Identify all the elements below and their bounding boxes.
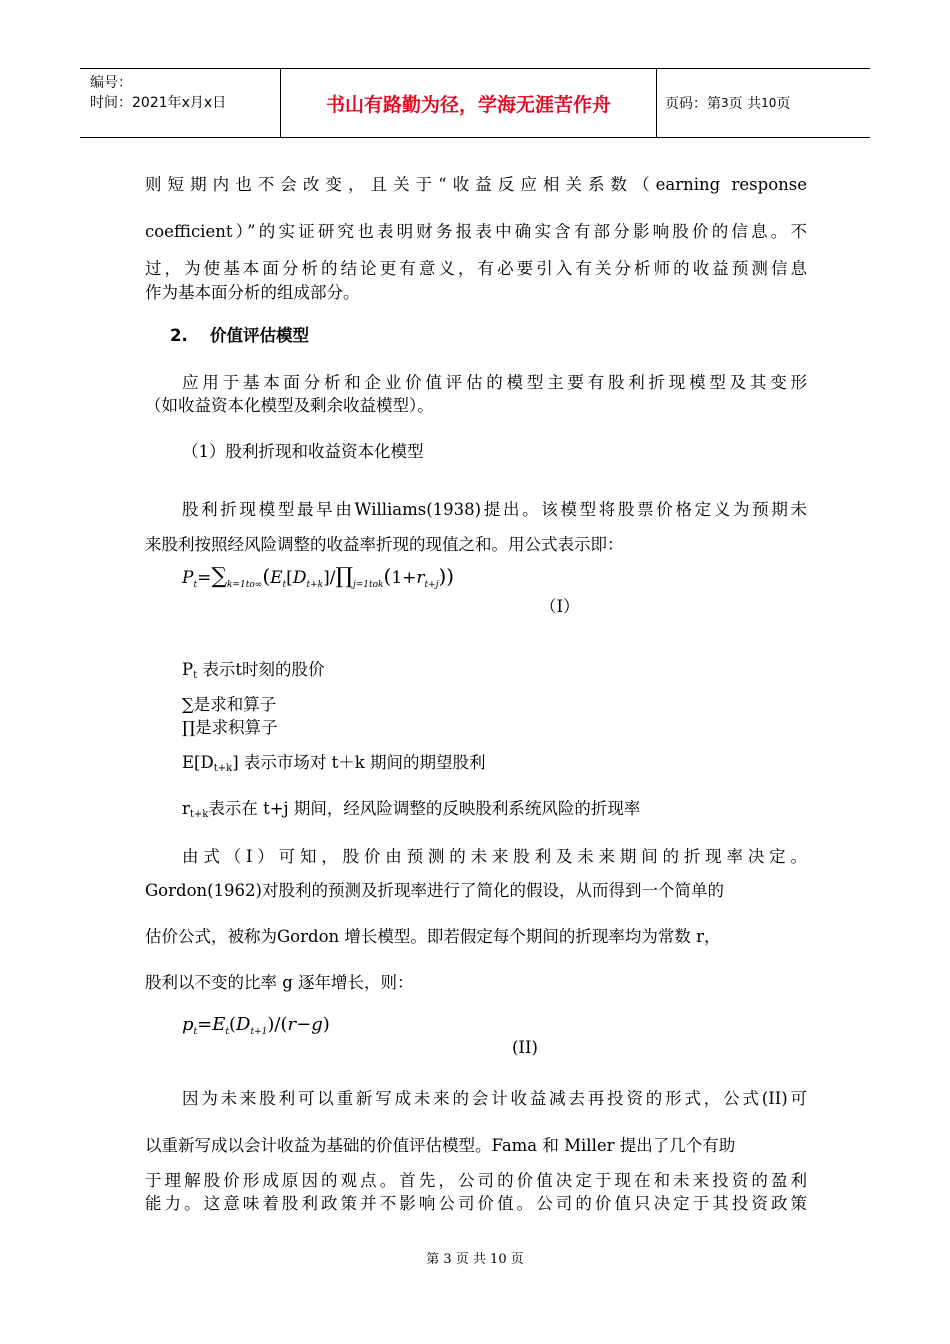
page-label-prefix: 页码：第: [665, 96, 721, 112]
time-label: 时间：2021年x月x日: [90, 95, 227, 111]
page-label-mid: 页 共: [728, 96, 762, 112]
header-divider: [656, 69, 657, 137]
page-total: 10: [761, 96, 777, 110]
formula-number: (II): [512, 1038, 538, 1057]
definition-text: 表示在 t+j 期间，经风险调整的反映股利系统风险的折现率: [208, 799, 641, 818]
page-label-suffix: 页: [776, 96, 791, 112]
page-footer: 第 3 页 共 10 页: [426, 1252, 524, 1267]
page-header: [80, 68, 870, 138]
paragraph-line: 因为未来股利可以重新写成未来的会计收益减去再投资的形式，公式(II)可: [182, 1089, 807, 1108]
paragraph-line: 由式（Ⅰ）可知，股价由预测的未来股利及未来期间的折现率决定。: [182, 847, 807, 866]
formula-dividend-discount: $P_t=\sum_{k=1to\infty}(E_t[D_{t+k}]/\prod_{j=1tok}(1+r_{t+j}))$: [182, 564, 455, 590]
paragraph-line: Gordon(1962)对股利的预测及折现率进行了简化的假设，从而得到一个简单的: [145, 881, 724, 900]
code-label: 编号：: [90, 75, 132, 91]
paragraph-line: 股利折现模型最早由Williams(1938)提出。该模型将股票价格定义为预期未: [182, 500, 807, 519]
paragraph-line: 于理解股价形成原因的观点。首先，公司的价值决定于现在和未来投资的盈利: [145, 1171, 807, 1190]
header-meta: [80, 69, 280, 137]
section-heading: [170, 322, 309, 346]
definition-item: ∏是求积算子: [182, 718, 278, 737]
definition-item: [182, 749, 486, 773]
paragraph-line: 应用于基本面分析和企业价值评估的模型主要有股利折现模型及其变形: [182, 373, 807, 392]
paragraph-line: 作为基本面分析的组成部分。: [145, 283, 360, 302]
formula-gordon-growth: $p_t=E_t(D_{t+1})/(r-g)$: [182, 1014, 330, 1037]
page-number: 3: [721, 96, 729, 110]
paragraph-line: 则短期内也不会改变，且关于“收益反应相关系数（earning response: [145, 175, 807, 194]
section-number: 2.: [170, 326, 188, 345]
definition-item: Pt 表示t时刻的股价: [182, 660, 325, 681]
paragraph-line: 来股利按照经风险调整的收益率折现的现值之和。用公式表示即：: [145, 535, 624, 554]
paragraph-line: 估价公式，被称为Gordon 增长模型。即若假定每个期间的折现率均为常数 r，: [145, 927, 721, 946]
paragraph-line: 过，为使基本面分析的结论更有意义，有必要引入有关分析师的收益预测信息: [145, 259, 807, 278]
paragraph-line: （如收益资本化模型及剩余收益模型）。: [145, 396, 434, 415]
section-title: 价值评估模型: [210, 326, 309, 345]
paragraph-line: 股利以不变的比率 g 逐年增长，则：: [145, 973, 414, 992]
definition-subscript: t+k: [189, 809, 209, 820]
formula-number: （Ⅰ）: [540, 597, 580, 616]
definition-text: 表示t时刻的股价: [202, 660, 325, 679]
definition-item: rt+k表示在 t+j 期间，经风险调整的反映股利系统风险的折现率: [182, 799, 641, 820]
subsection-heading: （1）股利折现和收益资本化模型: [182, 442, 424, 461]
header-page-info: [665, 69, 790, 137]
definition-term: E[D: [182, 753, 214, 772]
header-motto: 书山有路勤为径，学海无涯苦作舟: [325, 93, 611, 116]
definition-text: ] 表示市场对 t＋k 期间的期望股利: [232, 753, 486, 772]
paragraph-line: coefficient）”的实证研究也表明财务报表中确实含有部分影响股价的信息。不: [145, 222, 807, 241]
paragraph-line: 以重新写成以会计收益为基础的价值评估模型。Fama 和 Miller 提出了几个有助: [145, 1136, 736, 1155]
definition-subscript: t+k: [213, 763, 233, 774]
definition-item: ∑是求和算子: [182, 695, 277, 714]
paragraph-line: 能力。这意味着股利政策并不影响公司价值。公司的价值只决定于其投资政策: [145, 1194, 807, 1213]
